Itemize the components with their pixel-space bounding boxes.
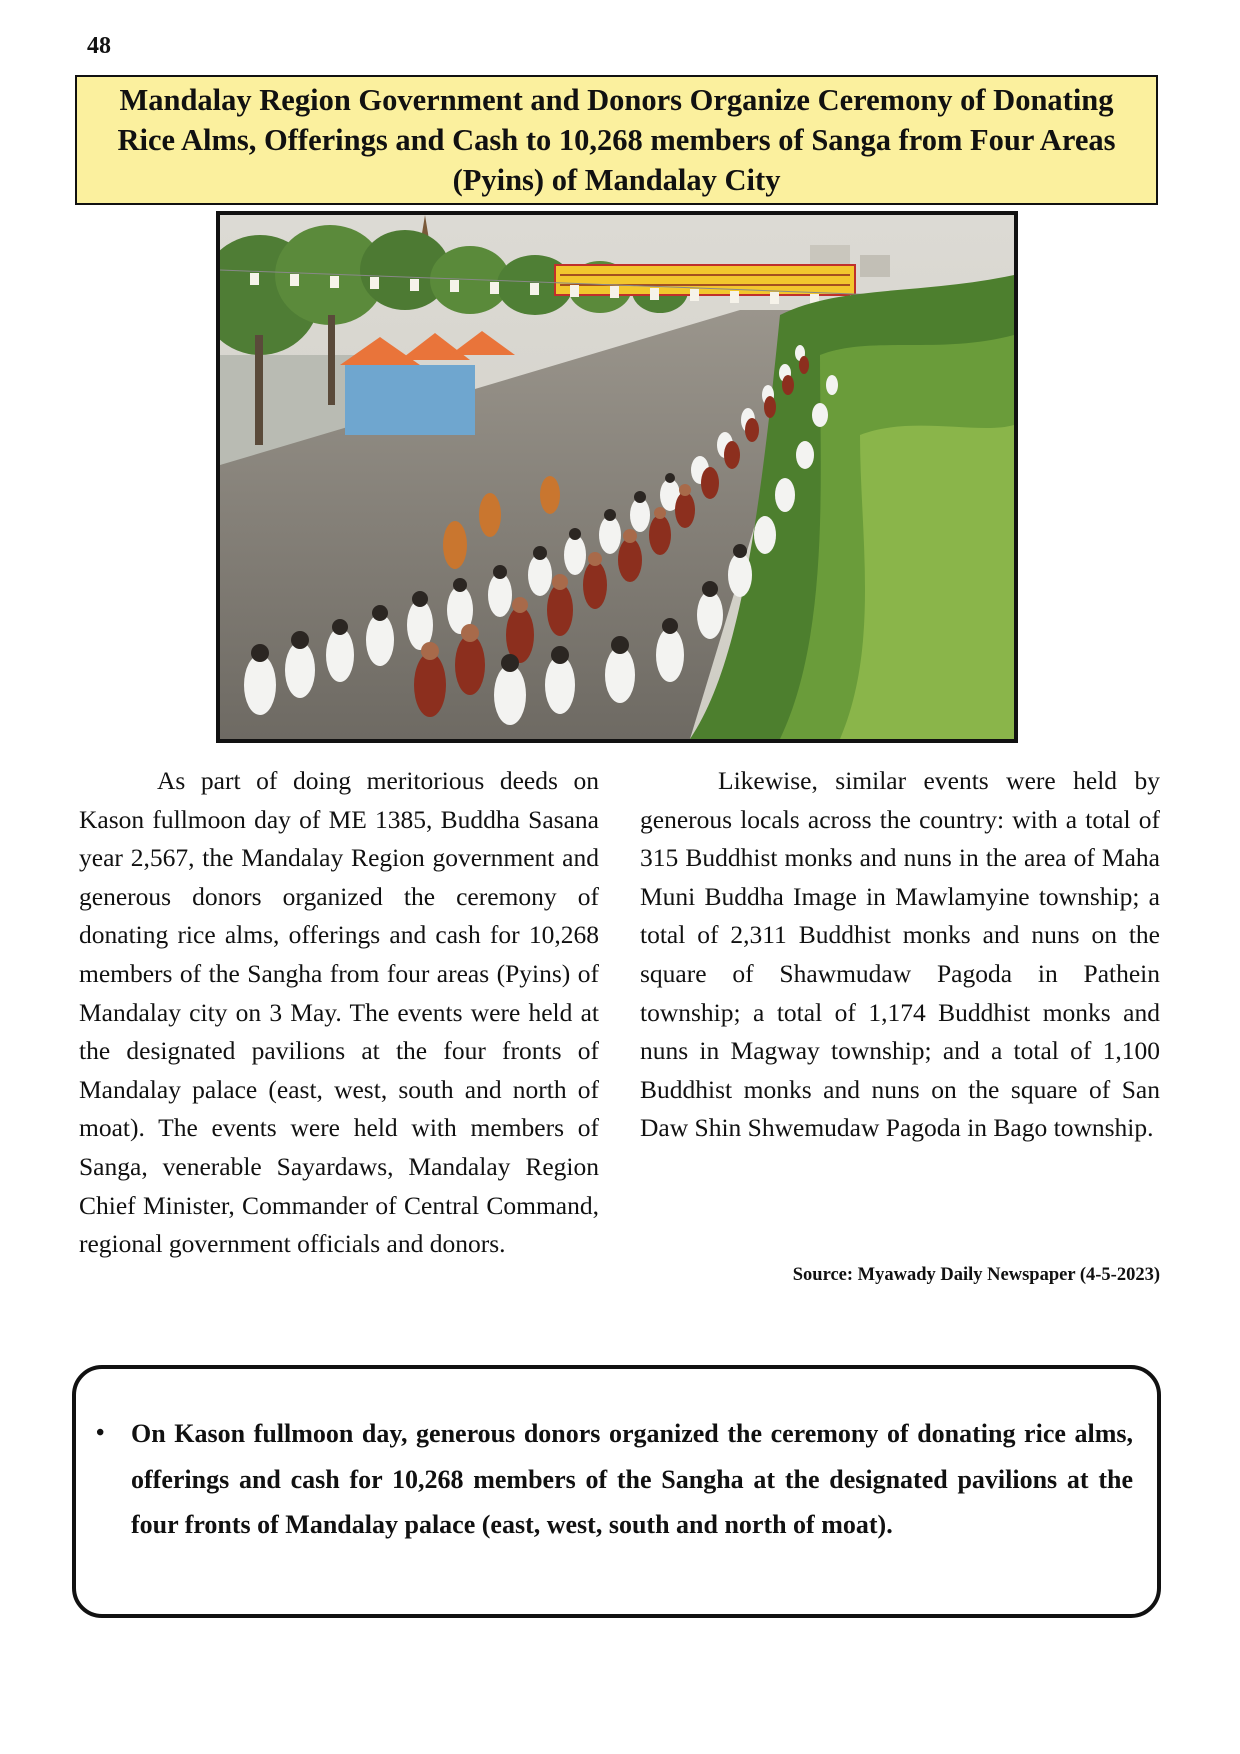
ceremony-photo: [216, 211, 1018, 743]
article-paragraph-left: As part of doing meritorious deeds on Kason fullmoon day of ME 1385, Buddha Sasana year 2,567, the Mandalay Region government and generous donors organized the ceremony of donating rice alms, offerings and cash for 10,268 members of the Sangha from four areas (Pyins) of Mandalay city on 3 May. The events were held at the designated pavilions at the four fronts of Mandalay palace (east, west, south and north of moat). The events were held with members of Sanga, venerable Sayardaws, Mandalay Region Chief Minister, Commander of Central Command, regional government officials and donors.: [79, 766, 599, 1259]
bullet-icon: •: [96, 1420, 105, 1446]
article-right-column: [640, 762, 1160, 1148]
article-title-box: [75, 75, 1158, 205]
page-number: 48: [87, 33, 111, 59]
source-citation: Source: Myawady Daily Newspaper (4-5-2023): [792, 1265, 1160, 1285]
article-title: Mandalay Region Government and Donors Organize Ceremony of Donating Rice Alms, Offerings and Cash to 10,268 members of Sanga from Four Areas (Pyins) of Mandalay City: [117, 83, 1116, 197]
ceremony-photo-illustration: [220, 215, 1014, 739]
summary-list-item: [96, 1411, 1133, 1548]
article-paragraph-right: Likewise, similar events were held by generous locals across the country: with a total of 315 Buddhist monks and nuns in the area of Maha Muni Buddha Image in Mawlamyine township; a total of 2,311 Buddhist monks and nuns on the square of Shawmudaw Pagoda in Pathein township; a total of 1,174 Buddhist monks and nuns in Magway township; and a total of 1,100 Buddhist monks and nuns on the square of San Daw Shin Shwemudaw Pagoda in Bago township.: [640, 766, 1160, 1143]
article-left-column: [79, 762, 599, 1264]
summary-box: [72, 1365, 1161, 1618]
summary-text: On Kason fullmoon day, generous donors organized the ceremony of donating rice alms, offerings and cash for 10,268 members of the Sangha at the designated pavilions at the four fronts of Mandalay palace (east, west, south and north of moat).: [131, 1419, 1133, 1539]
